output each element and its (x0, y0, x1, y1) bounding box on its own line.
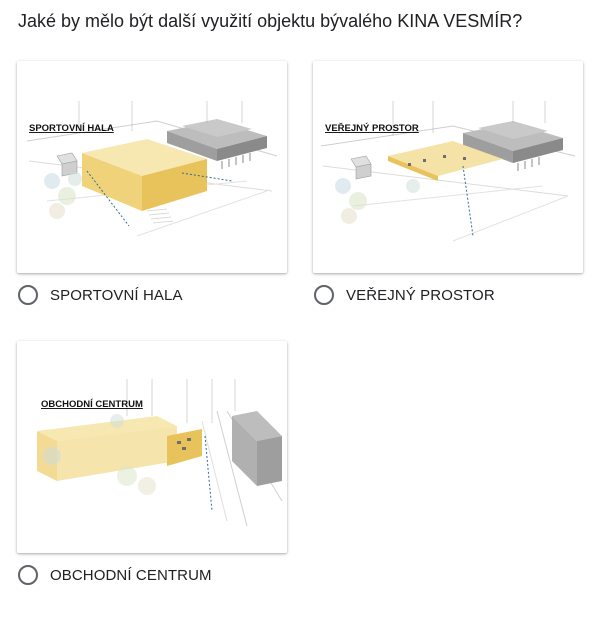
option-label-obchodni-centrum: OBCHODNÍ CENTRUM (50, 566, 212, 584)
option-sportovni-hala[interactable] (18, 283, 183, 307)
image-caption-sportovni-hala: SPORTOVNÍ HALA (29, 123, 114, 134)
sportovni-hala-illustration (17, 61, 287, 273)
radio-button-obchodni-centrum[interactable] (18, 565, 38, 585)
option-obchodni-centrum[interactable] (18, 563, 212, 587)
option-image-sportovni-hala[interactable] (17, 61, 287, 273)
option-verejny-prostor[interactable] (314, 283, 495, 307)
image-caption-verejny-prostor: VEŘEJNÝ PROSTOR (325, 123, 419, 134)
obchodni-centrum-illustration (17, 341, 287, 553)
radio-button-sportovni-hala[interactable] (18, 285, 38, 305)
question-title: Jaké by mělo být další využití objektu bývalého KINA VESMÍR? (18, 11, 523, 31)
image-caption-obchodni-centrum: OBCHODNÍ CENTRUM (41, 399, 143, 410)
option-label-verejny-prostor: VEŘEJNÝ PROSTOR (346, 286, 495, 304)
radio-button-verejny-prostor[interactable] (314, 285, 334, 305)
option-image-obchodni-centrum[interactable] (17, 341, 287, 553)
option-label-sportovni-hala: SPORTOVNÍ HALA (50, 286, 183, 304)
verejny-prostor-illustration (313, 61, 583, 273)
option-image-verejny-prostor[interactable] (313, 61, 583, 273)
